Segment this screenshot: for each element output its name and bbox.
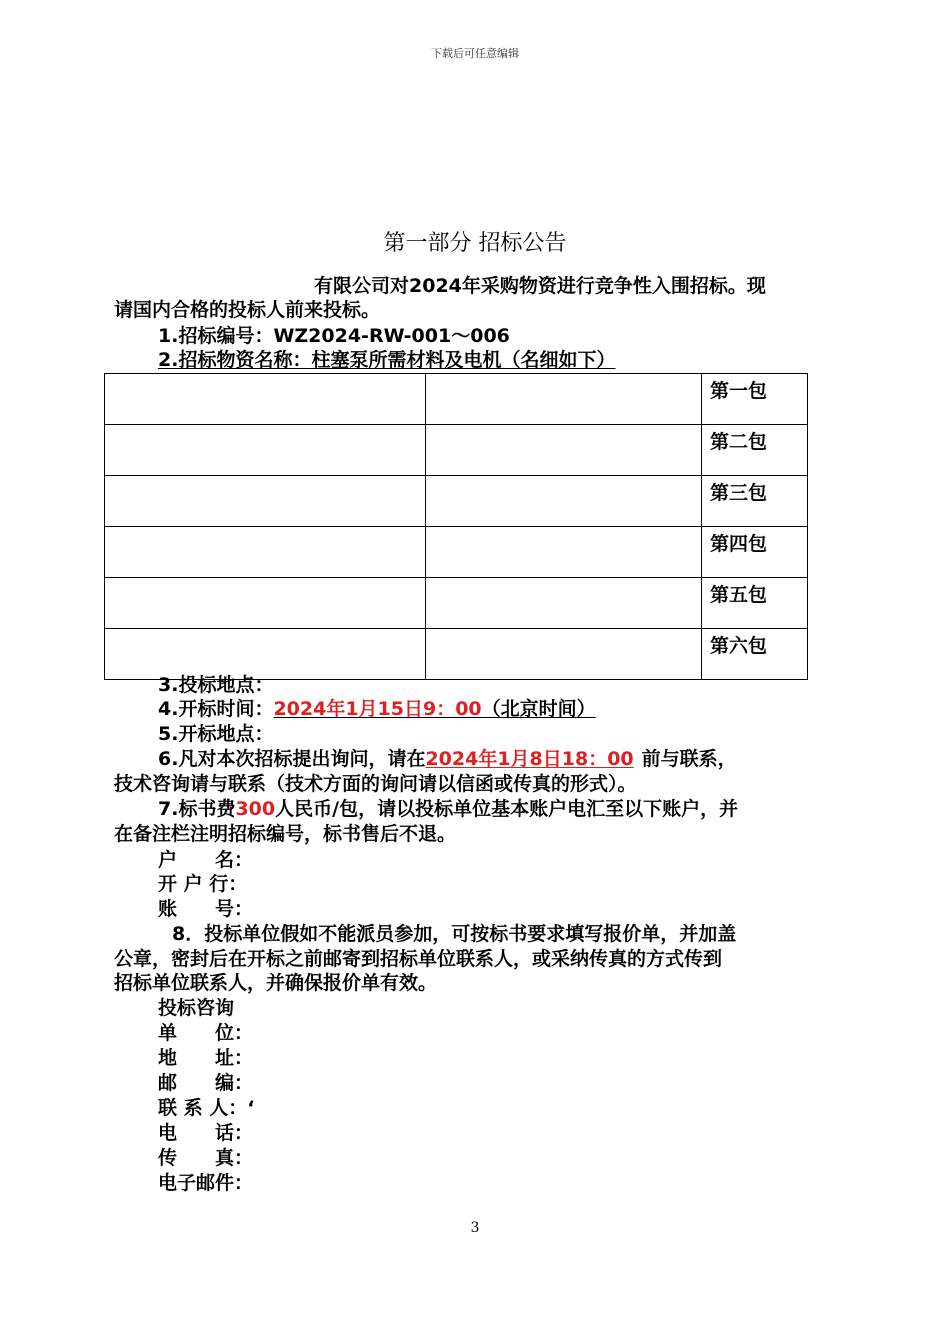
table-cell [426, 629, 702, 680]
table-row [105, 527, 808, 578]
table-cell [105, 629, 426, 680]
opening-time-value [273, 698, 601, 720]
item-inquiry [158, 747, 737, 771]
table-cell [105, 476, 426, 527]
inquiry-line-2: 技术咨询请与联系（技术方面的询问请以信函或传真的形式）。 [114, 773, 637, 795]
item-submission-line-1: 8．投标单位假如不能派员参加，可按标书要求填写报价单，并加盖 [172, 923, 737, 945]
table-cell [426, 578, 702, 629]
contact-fax: 传 真： [158, 1147, 254, 1169]
inquiry-suffix: 前与联系， [641, 748, 737, 770]
inquiry-prefix: 6.凡对本次招标提出询问，请在 [158, 748, 426, 770]
contact-address: 地 址： [158, 1047, 254, 1069]
page-number: 3 [470, 1220, 480, 1236]
item-document-fee [158, 797, 738, 821]
table-cell [105, 578, 426, 629]
package-label: 第一包 [702, 374, 808, 425]
contact-heading: 投标咨询 [158, 997, 235, 1019]
fee-amount: 300 [235, 798, 276, 820]
item-submission-line-3: 招标单位联系人，并确保报价单有效。 [114, 972, 438, 994]
item-bid-number: 1.招标编号：WZ2024-RW-001～006 [158, 325, 510, 347]
table-cell [426, 374, 702, 425]
opening-time-label: 4.开标时间： [158, 698, 274, 720]
table-row [105, 374, 808, 425]
contact-unit: 单 位： [158, 1022, 254, 1044]
opening-time-zone: （北京时间） [481, 698, 596, 720]
account-name: 户 名： [158, 849, 254, 871]
package-label: 第三包 [702, 476, 808, 527]
header-note: 下载后可任意编辑 [431, 47, 519, 60]
opening-time-date: 2024年1月15日9：00 [273, 698, 482, 720]
account-bank: 开 户 行： [158, 873, 248, 895]
fee-line-2: 在备注栏注明招标编号，标书售后不退。 [114, 823, 457, 845]
fee-suffix: 人民币/包，请以投标单位基本账户电汇至以下账户，并 [275, 798, 739, 820]
table-row [105, 629, 808, 680]
intro-line-1: 有限公司对2024年采购物资进行竞争性入围招标。现 [314, 275, 766, 297]
package-table [104, 373, 808, 680]
table-cell [426, 527, 702, 578]
package-label: 第二包 [702, 425, 808, 476]
table-row [105, 578, 808, 629]
package-label: 第六包 [702, 629, 808, 680]
table-row [105, 425, 808, 476]
package-label: 第五包 [702, 578, 808, 629]
table-cell [426, 476, 702, 527]
item-submission-line-2: 公章，密封后在开标之前邮寄到招标单位联系人，或采纳传真的方式传到 [114, 948, 723, 970]
contact-email: 电子邮件： [158, 1172, 254, 1194]
page-title: 第一部分 招标公告 [383, 231, 567, 256]
table-cell [105, 374, 426, 425]
item-opening-time [158, 697, 602, 721]
contact-phone: 电 话： [158, 1122, 254, 1144]
table-cell [105, 527, 426, 578]
inquiry-deadline: 2024年1月8日18：00 [425, 748, 634, 770]
fee-prefix: 7.标书费 [158, 798, 236, 820]
account-number: 账 号： [158, 898, 254, 920]
intro-line-2: 请国内合格的投标人前来投标。 [114, 299, 381, 321]
contact-postcode: 邮 编： [158, 1072, 254, 1094]
table-cell [426, 425, 702, 476]
item-material-name-text: 2.招标物资名称：柱塞泵所需材料及电机（名细如下） [158, 349, 616, 371]
package-label: 第四包 [702, 527, 808, 578]
item-bid-location: 3.投标地点： [158, 674, 274, 696]
table-row [105, 476, 808, 527]
item-opening-location: 5.开标地点： [158, 723, 274, 745]
item-material-name [146, 348, 625, 372]
contact-person: 联 系 人：‘ [158, 1097, 255, 1119]
table-cell [105, 425, 426, 476]
